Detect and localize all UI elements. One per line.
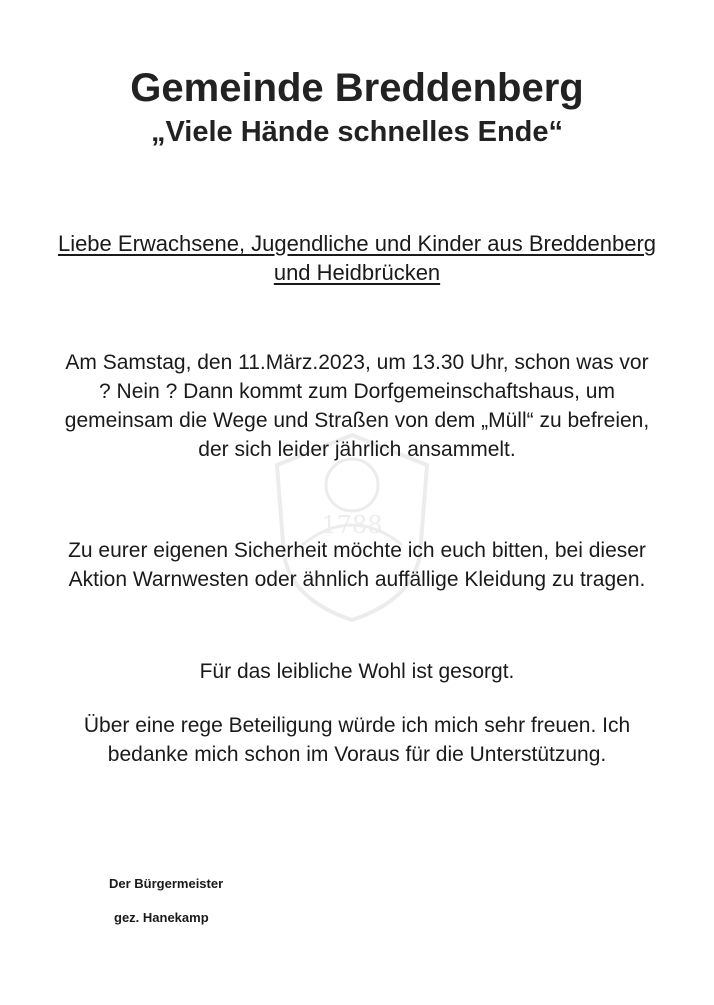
thanks-paragraph: Über eine rege Beteiligung würde ich mich sehr freuen. Ich bedanke mich schon im Voraus für die Unterstützung.: [83, 714, 631, 766]
seal-year-text: 1788: [321, 511, 383, 539]
signature-role: Der Bürgermeister: [109, 876, 224, 891]
safety-paragraph: Zu eurer eigenen Sicherheit möchte ich euch bitten, bei dieser Aktion Warnwesten oder ähnlich auffällige Kleidung zu tragen.: [68, 539, 646, 591]
catering-paragraph: Für das leibliche Wohl ist gesorgt.: [199, 660, 515, 683]
page-title: Gemeinde Breddenberg: [130, 66, 584, 110]
page-subtitle: „Viele Hände schnelles Ende“: [150, 116, 564, 148]
greeting-heading: Liebe Erwachsene, Jugendliche und Kinder aus Breddenberg und Heidbrücken: [57, 231, 657, 285]
signature-name: gez. Hanekamp: [114, 910, 209, 925]
event-invitation-paragraph: Am Samstag, den 11.März.2023, um 13.30 Uhr, schon was vor ? Nein ? Dann kommt zum Dorfgemeinschaftshaus, um gemeinsam die Wege und Straßen von dem „Müll“ zu befreien, der sich leider jährlich ansammelt.: [64, 351, 650, 461]
